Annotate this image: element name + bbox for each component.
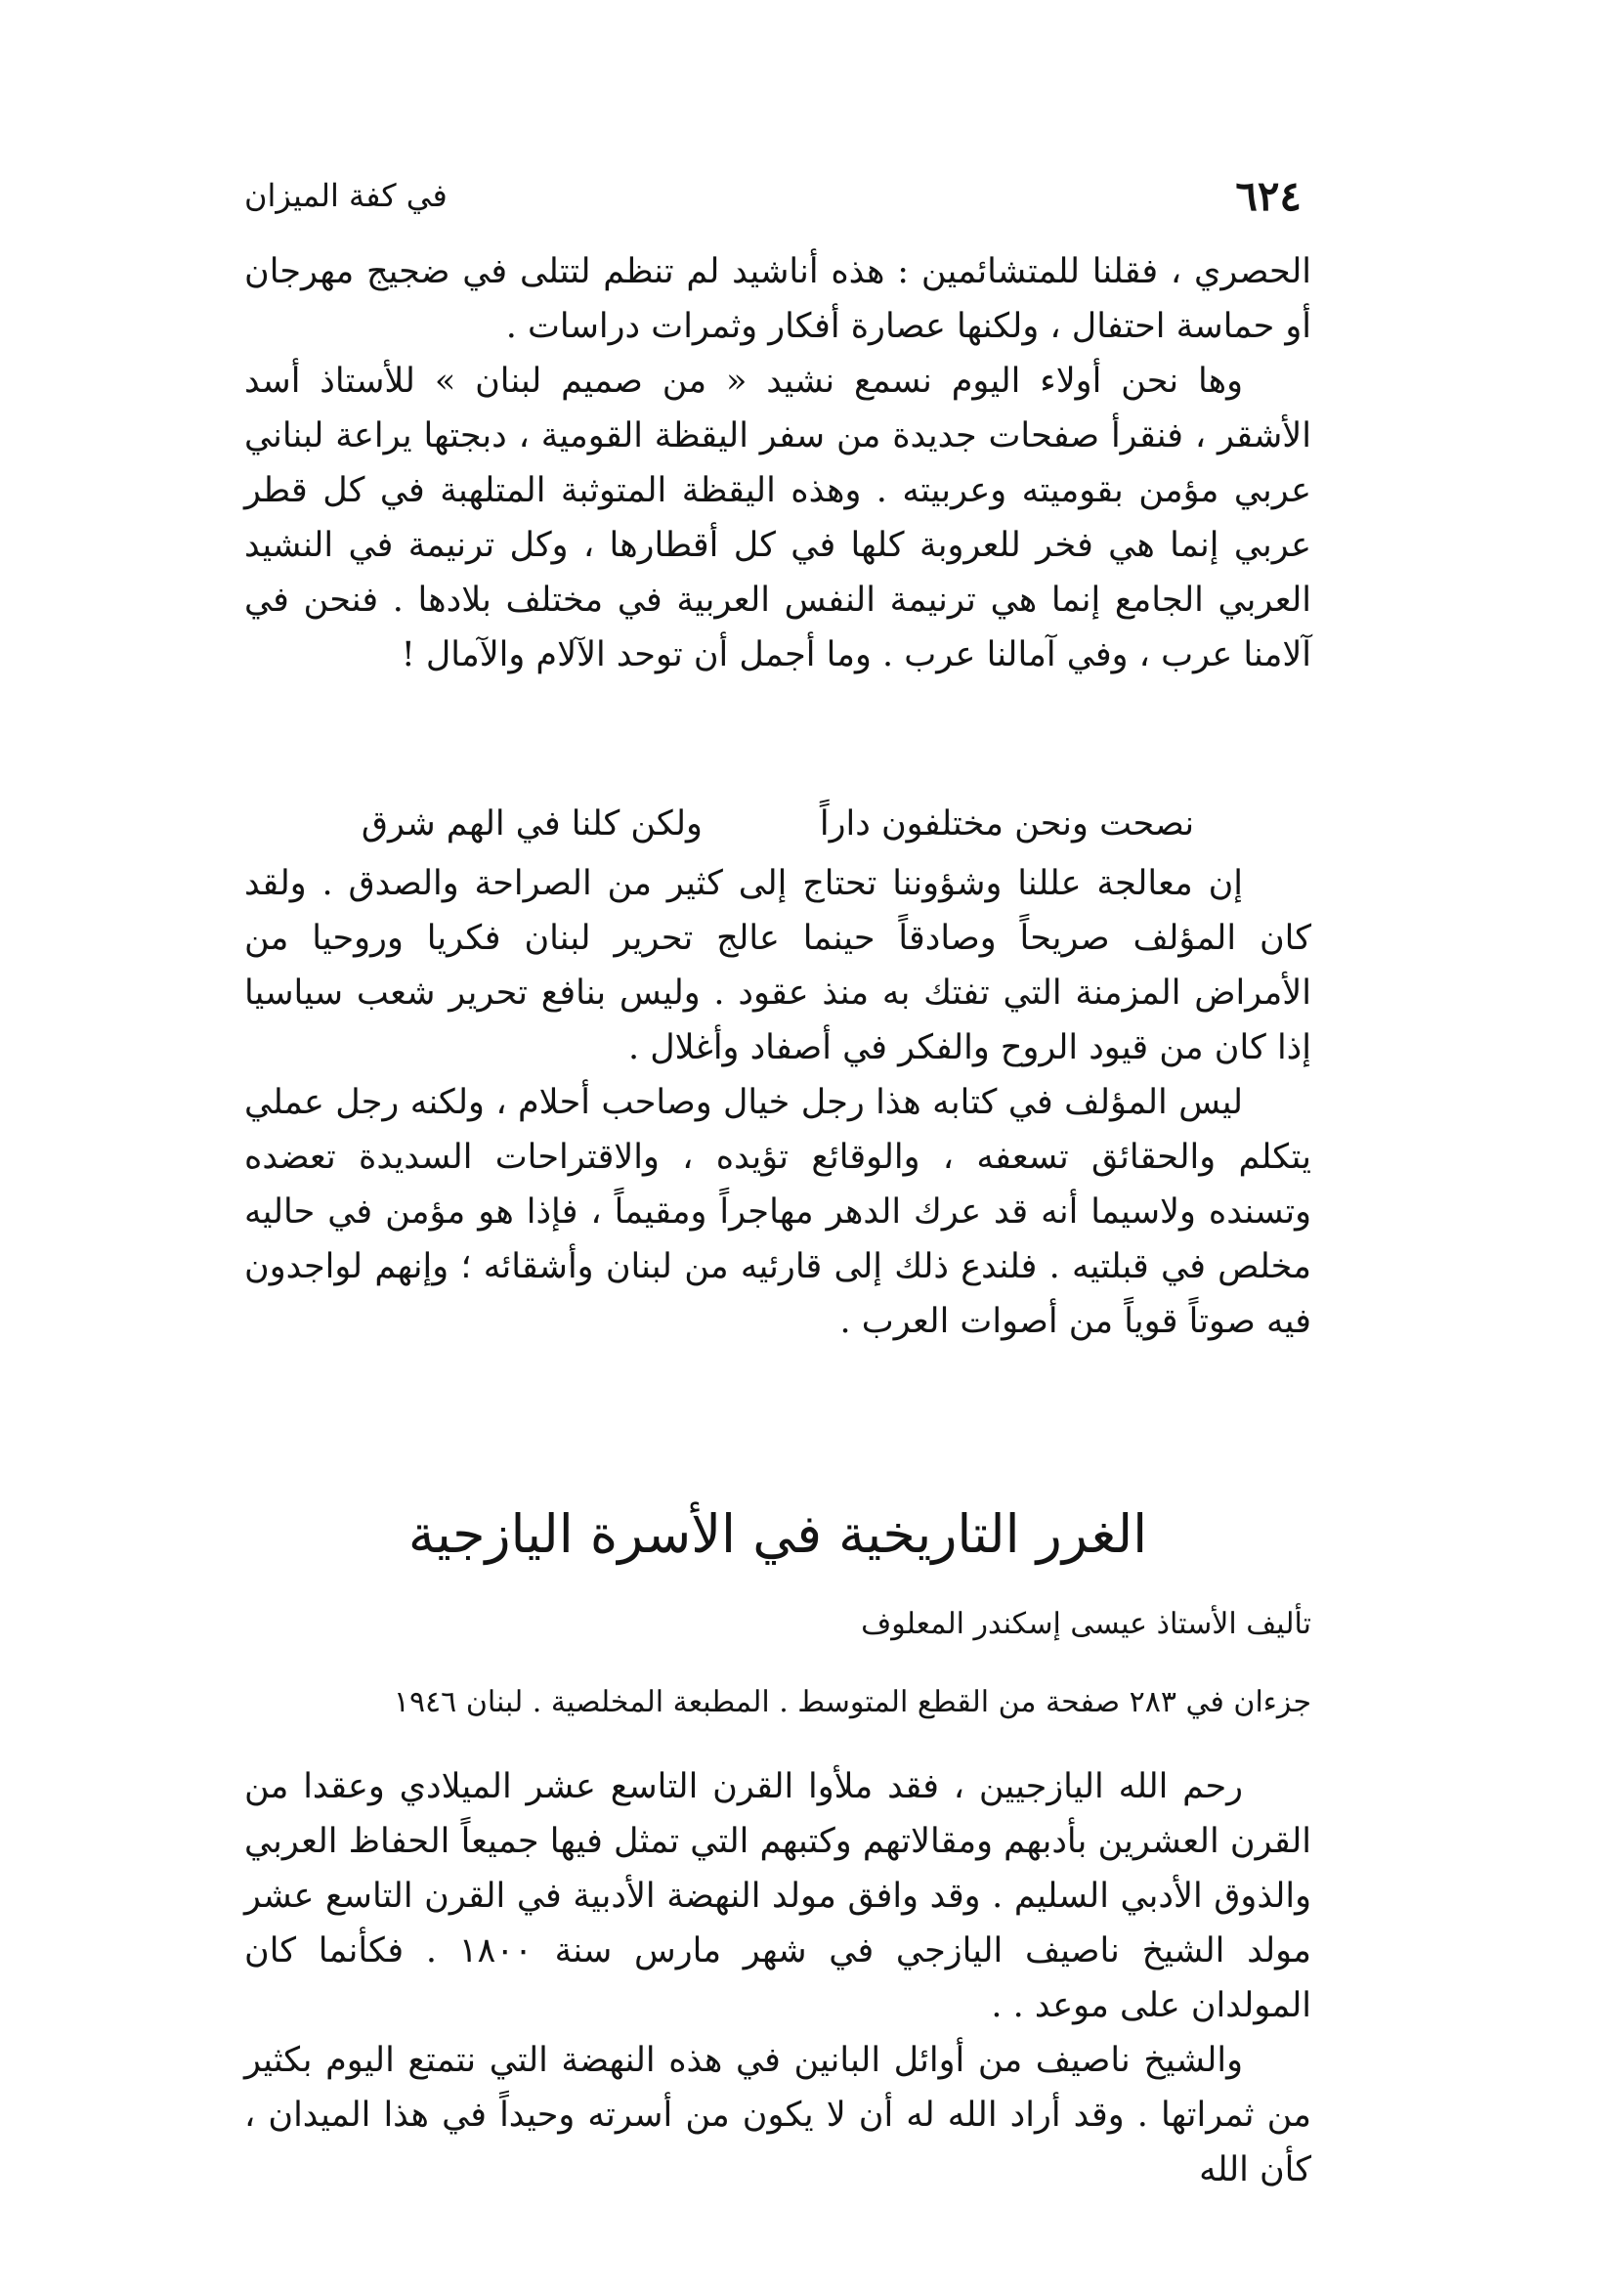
paragraph: الحصري ، فقلنا للمتشائمين : هذه أناشيد لم تنظم لتتلى في ضجيج مهرجان أو حماسة احتفال ، ولكنها عصارة أفكار وثمرات دراسات . [244,252,1311,346]
poetry-verse [244,797,1311,851]
paragraph: وها نحن أولاء اليوم نسمع نشيد « من صميم لبنان » للأستاذ أسد الأشقر ، فنقرأ صفحات جديدة من سفر اليقظة القومية ، دبجتها يراعة لبناني عربي مؤمن بقوميته وعربيته . وهذه اليقظة المتوثبة المتلهبة في كل قطر عربي إنما هي فخر للعروبة كلها في كل أقطارها ، وكل ترنيمة في النشيد العربي الجامع إنما هي ترنيمة النفس العربية في مختلف بلادها . فنحن في آلامنا عرب ، وفي آمالنا عرب . وما أجمل أن توحد الآلام والآمال ! [244,362,1311,674]
paragraph: والشيخ ناصيف من أوائل البانين في هذه النهضة التي نتمتع اليوم بكثير من ثمراتها . وقد أراد الله له أن لا يكون من أسرته وحيداً في هذا الميدان ، كأن الله [244,2041,1311,2189]
paragraph: إن معالجة عللنا وشؤوننا تحتاج إلى كثير من الصراحة والصدق . ولقد كان المؤلف صريحاً وصادقاً حينما عالج تحرير لبنان فكريا وروحيا من الأمراض المزمنة التي تفتك به منذ عقود . وليس بنافع تحرير شعب سياسيا إذا كان من قيود الروح والفكر في أصفاد وأغلال . [244,864,1311,1067]
body-text-bottom [244,1759,1311,2197]
paragraph: رحم الله اليازجيين ، فقد ملأوا القرن التاسع عشر الميلادي وعقدا من القرن العشرين بأدبهم ومقالاتهم وكتبهم التي تمثل فيها جميعاً الحفاظ العربي والذوق الأدبي السليم . وقد وافق مولد النهضة الأدبية في القرن التاسع عشر مولد الشيخ ناصيف اليازجي في شهر مارس سنة ١٨٠٠ . فكأنما كان المولدان على موعد . . [244,1767,1311,2025]
verse-left-hemistich: ولكن كلنا في الهم شرق [361,804,703,844]
review-author: تأليف الأستاذ عيسى إسكندر المعلوف [861,1607,1311,1641]
verse-right-hemistich: نصحت ونحن مختلفون داراً [819,804,1195,844]
review-publication-info: جزءان في ٢٨٣ صفحة من القطع المتوسط . المطبعة المخلصية . لبنان ١٩٤٦ [393,1685,1311,1719]
review-title: الغرر التاريخية في الأسرة اليازجية [407,1503,1148,1565]
paragraph: ليس المؤلف في كتابه هذا رجل خيال وصاحب أحلام ، ولكنه رجل عملي يتكلم والحقائق تسعفه ، والوقائع تؤيده ، والاقتراحات السديدة تعضده وتسنده ولاسيما أنه قد عرك الدهر مهاجراً ومقيماً ، فإذا هو مؤمن في حاليه مخلص في قبلتيه . فلندع ذلك إلى قارئيه من لبنان وأشقائه ؛ وإنهم لواجدون فيه صوتاً قوياً من أصوات العرب . [244,1083,1311,1341]
page-number: ٦٢٤ [1235,171,1302,220]
body-text-top [244,244,1311,682]
body-text-middle [244,856,1311,1349]
running-title: في كفة الميزان [244,177,448,214]
page-header [244,166,1302,225]
